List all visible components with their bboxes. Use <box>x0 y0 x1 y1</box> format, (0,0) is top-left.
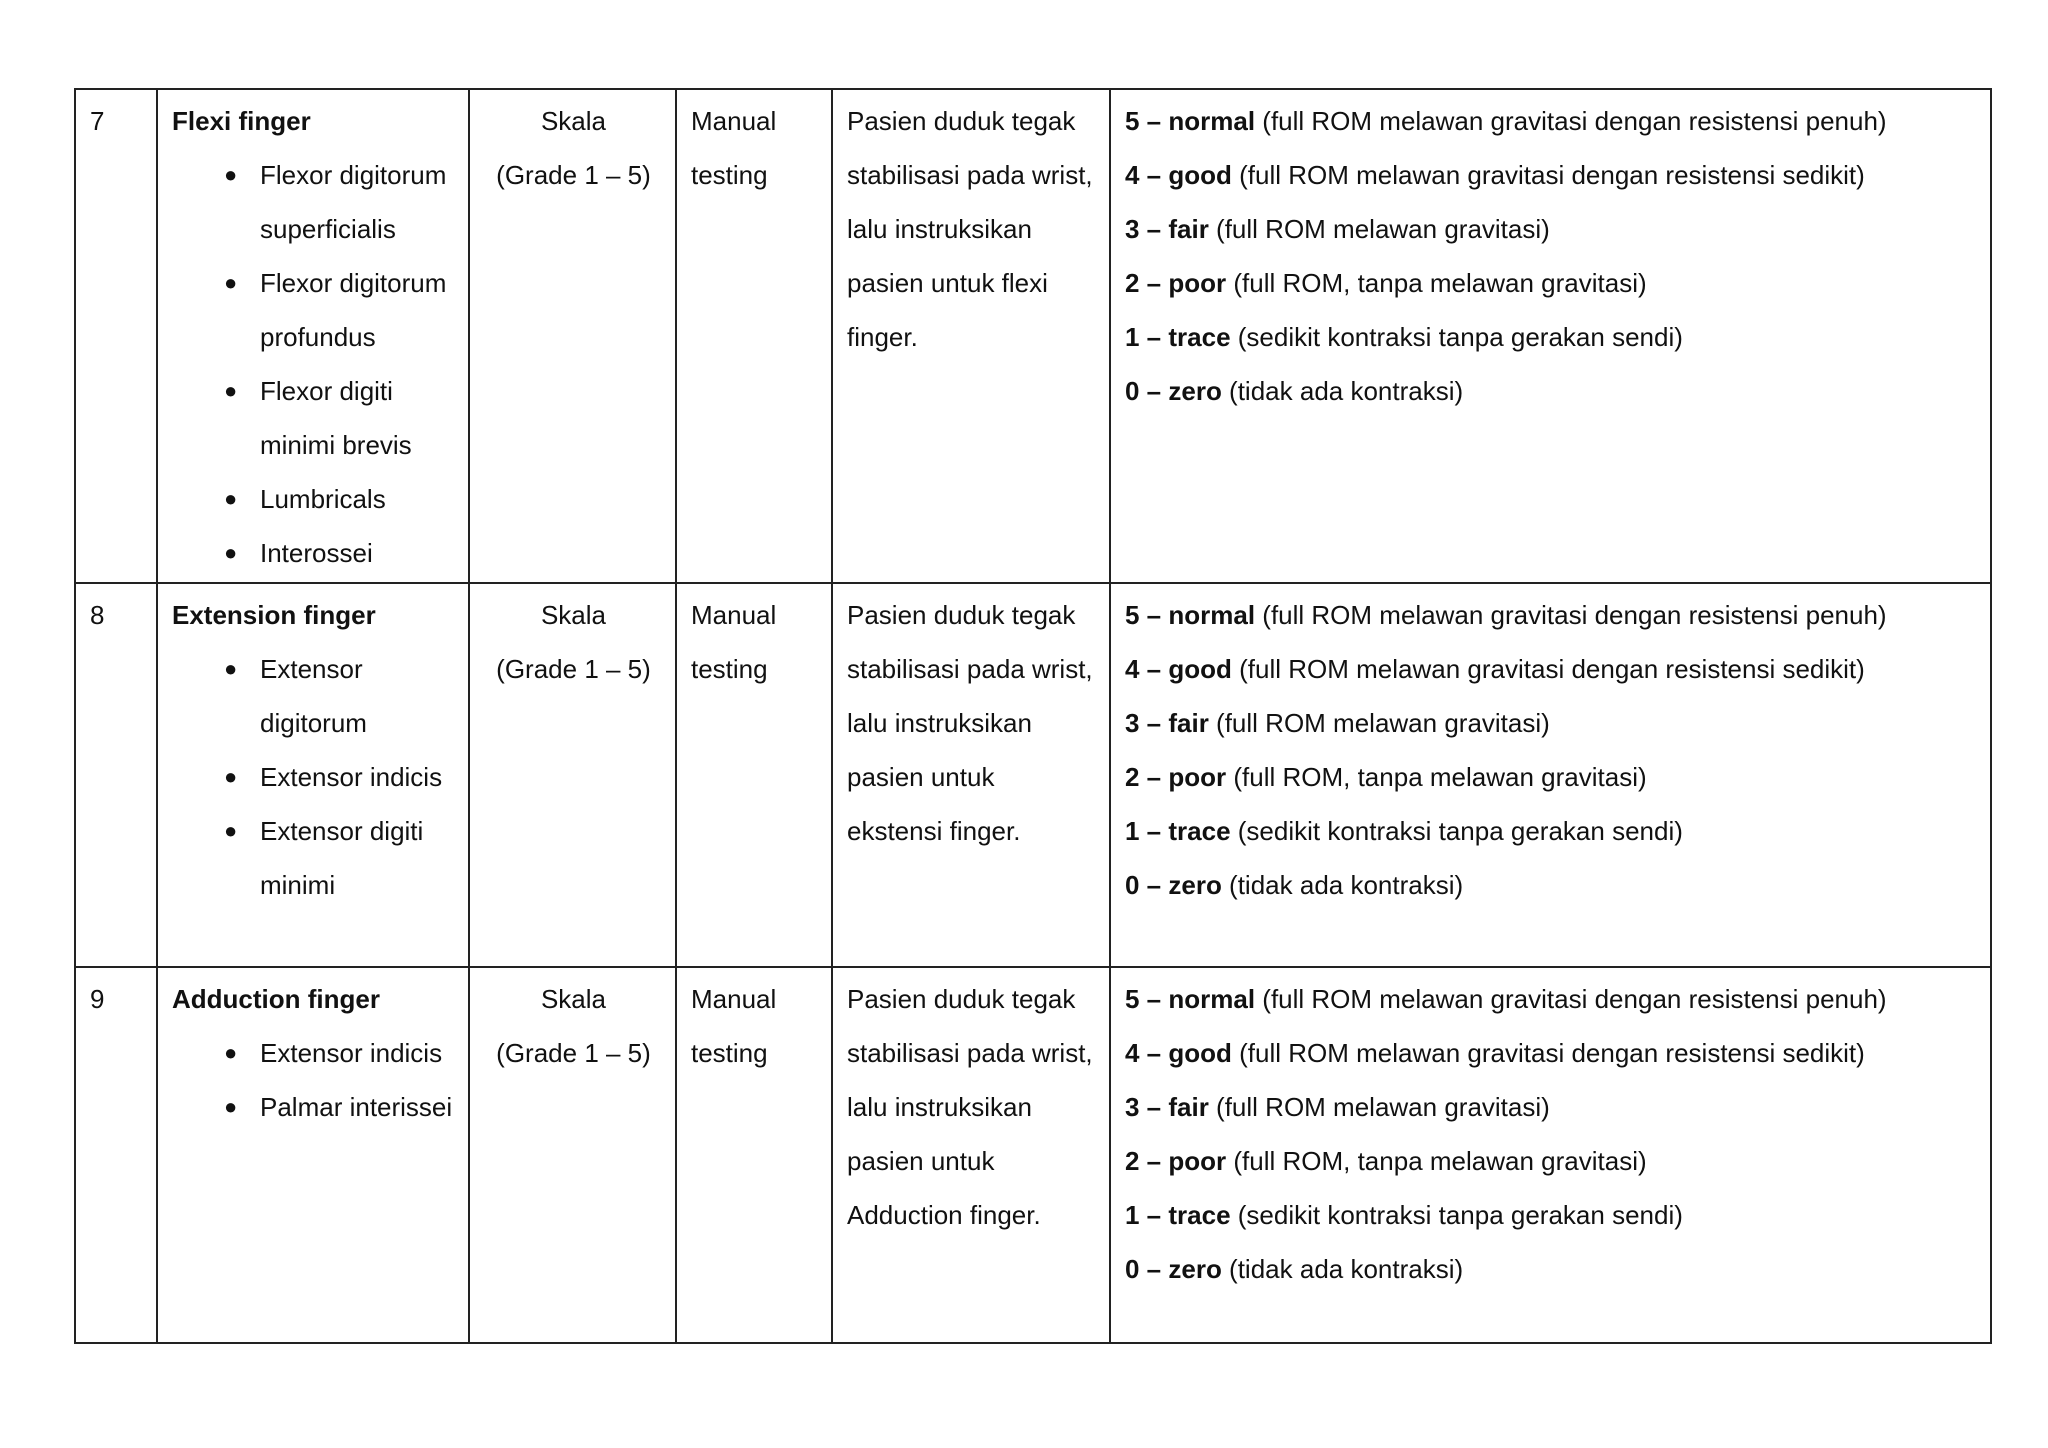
muscle-name: Palmar interissei <box>260 1092 453 1122</box>
row-number-cell <box>75 583 157 967</box>
bullet-icon: ● <box>224 764 238 789</box>
grade-desc: (full ROM melawan gravitasi dengan resistensi penuh) <box>1255 600 1887 630</box>
grade-desc: (sedikit kontraksi tanpa gerakan sendi) <box>1230 322 1683 352</box>
muscle-name: Extensor indicis <box>260 1038 443 1068</box>
grade-desc: (tidak ada kontraksi) <box>1221 870 1464 900</box>
method-cell <box>676 967 832 1343</box>
grade-key: 0 – zero <box>1125 870 1222 900</box>
grade-desc: (sedikit kontraksi tanpa gerakan sendi) <box>1230 1200 1683 1230</box>
list-item <box>172 750 456 804</box>
grades-cell <box>1110 583 1991 967</box>
muscle-name: Extensor indicis <box>260 762 443 792</box>
grade-line <box>1125 364 1978 418</box>
grade-desc: (sedikit kontraksi tanpa gerakan sendi) <box>1230 816 1683 846</box>
position-instructions: Pasien duduk tegak stabilisasi pada wrist, lalu instruksikan pasien untuk Adduction finger. <box>847 984 1093 1230</box>
grade-key: 5 – normal <box>1125 984 1256 1014</box>
grade-key: 0 – zero <box>1125 1254 1222 1284</box>
scale-cell <box>469 583 676 967</box>
position-instructions: Pasien duduk tegak stabilisasi pada wrist, lalu instruksikan pasien untuk flexi finger. <box>847 106 1093 352</box>
grade-line <box>1125 588 1978 642</box>
muscle-test-table <box>74 88 1992 1344</box>
grade-line <box>1125 750 1978 804</box>
muscle-list <box>172 642 456 912</box>
bullet-icon: ● <box>224 818 238 843</box>
scale-range: (Grade 1 – 5) <box>496 160 651 190</box>
grade-line <box>1125 94 1978 148</box>
grades-cell <box>1110 967 1991 1343</box>
bullet-icon: ● <box>224 656 238 681</box>
bullet-icon: ● <box>224 1040 238 1065</box>
grade-line <box>1125 202 1978 256</box>
grade-key: 1 – trace <box>1125 1200 1231 1230</box>
grade-line <box>1125 310 1978 364</box>
list-item <box>172 1026 456 1080</box>
grade-line <box>1125 1026 1978 1080</box>
grade-line <box>1125 148 1978 202</box>
grade-desc: (full ROM melawan gravitasi dengan resistensi penuh) <box>1255 984 1887 1014</box>
movement-title: Extension finger <box>172 600 376 630</box>
list-item <box>172 256 456 364</box>
grade-desc: (full ROM, tanpa melawan gravitasi) <box>1226 268 1647 298</box>
bullet-icon: ● <box>224 270 238 295</box>
grade-key: 1 – trace <box>1125 322 1231 352</box>
grade-key: 2 – poor <box>1125 1146 1227 1176</box>
grade-desc: (full ROM, tanpa melawan gravitasi) <box>1226 1146 1647 1176</box>
method-line-1: Manual <box>691 984 777 1014</box>
muscle-list <box>172 1026 456 1134</box>
grade-line <box>1125 804 1978 858</box>
grade-desc: (tidak ada kontraksi) <box>1221 376 1464 406</box>
grade-line <box>1125 696 1978 750</box>
grade-line <box>1125 1080 1978 1134</box>
list-item <box>172 148 456 256</box>
scale-label: Skala <box>540 984 607 1014</box>
position-cell <box>832 967 1110 1343</box>
list-item <box>172 472 456 526</box>
row-number-cell <box>75 967 157 1343</box>
grade-key: 4 – good <box>1125 1038 1232 1068</box>
table-row <box>75 967 1991 1343</box>
scale-cell <box>469 89 676 583</box>
list-item <box>172 804 456 912</box>
grade-desc: (full ROM melawan gravitasi dengan resistensi sedikit) <box>1231 654 1865 684</box>
muscle-cell <box>157 583 469 967</box>
method-cell <box>676 89 832 583</box>
scale-cell <box>469 967 676 1343</box>
bullet-icon: ● <box>224 1094 238 1119</box>
grade-line <box>1125 256 1978 310</box>
scale-range: (Grade 1 – 5) <box>496 1038 651 1068</box>
grade-key: 4 – good <box>1125 654 1232 684</box>
grade-key: 1 – trace <box>1125 816 1231 846</box>
grade-key: 3 – fair <box>1125 708 1209 738</box>
grade-line <box>1125 858 1978 912</box>
grades-cell <box>1110 89 1991 583</box>
position-cell <box>832 89 1110 583</box>
position-cell <box>832 583 1110 967</box>
scale-range: (Grade 1 – 5) <box>496 654 651 684</box>
method-line-1: Manual <box>691 106 777 136</box>
row-number-cell <box>75 89 157 583</box>
muscle-list <box>172 148 456 580</box>
position-instructions: Pasien duduk tegak stabilisasi pada wrist, lalu instruksikan pasien untuk ekstensi finger. <box>847 600 1093 846</box>
grade-desc: (full ROM melawan gravitasi) <box>1208 214 1550 244</box>
grade-key: 0 – zero <box>1125 376 1222 406</box>
muscle-name: Flexor digitorum profundus <box>260 268 447 352</box>
grade-desc: (full ROM melawan gravitasi) <box>1208 708 1550 738</box>
grade-key: 4 – good <box>1125 160 1232 190</box>
list-item <box>172 642 456 750</box>
grade-desc: (full ROM melawan gravitasi dengan resistensi penuh) <box>1255 106 1887 136</box>
list-item <box>172 526 456 580</box>
row-number: 7 <box>90 106 105 136</box>
bullet-icon: ● <box>224 162 238 187</box>
method-cell <box>676 583 832 967</box>
bullet-icon: ● <box>224 378 238 403</box>
method-line-2: testing <box>691 160 768 190</box>
grade-key: 2 – poor <box>1125 268 1227 298</box>
grade-desc: (tidak ada kontraksi) <box>1221 1254 1464 1284</box>
grade-key: 3 – fair <box>1125 214 1209 244</box>
grade-key: 5 – normal <box>1125 600 1256 630</box>
grade-line <box>1125 1188 1978 1242</box>
muscle-cell <box>157 967 469 1343</box>
grade-key: 2 – poor <box>1125 762 1227 792</box>
muscle-name: Flexor digitorum superficialis <box>260 160 447 244</box>
table-row <box>75 89 1991 583</box>
muscle-name: Flexor digiti minimi brevis <box>260 376 412 460</box>
grade-line <box>1125 1242 1978 1296</box>
method-line-2: testing <box>691 1038 768 1068</box>
muscle-name: Interossei <box>260 538 373 568</box>
table-row <box>75 583 1991 967</box>
muscle-cell <box>157 89 469 583</box>
grade-key: 3 – fair <box>1125 1092 1209 1122</box>
grade-line <box>1125 972 1978 1026</box>
grade-line <box>1125 642 1978 696</box>
muscle-name: Lumbricals <box>260 484 386 514</box>
scale-label: Skala <box>540 106 607 136</box>
grade-line <box>1125 1134 1978 1188</box>
grade-desc: (full ROM melawan gravitasi) <box>1208 1092 1550 1122</box>
method-line-1: Manual <box>691 600 777 630</box>
row-number: 8 <box>90 600 105 630</box>
row-number: 9 <box>90 984 105 1014</box>
method-line-2: testing <box>691 654 768 684</box>
muscle-name: Extensor digitorum <box>260 654 367 738</box>
bullet-icon: ● <box>224 486 238 511</box>
movement-title: Adduction finger <box>172 984 380 1014</box>
bullet-icon: ● <box>224 540 238 565</box>
scale-label: Skala <box>540 600 607 630</box>
grade-key: 5 – normal <box>1125 106 1256 136</box>
grade-desc: (full ROM melawan gravitasi dengan resistensi sedikit) <box>1231 1038 1865 1068</box>
grade-desc: (full ROM melawan gravitasi dengan resistensi sedikit) <box>1231 160 1865 190</box>
list-item <box>172 364 456 472</box>
movement-title: Flexi finger <box>172 106 311 136</box>
muscle-name: Extensor digiti minimi <box>260 816 424 900</box>
list-item <box>172 1080 456 1134</box>
grade-desc: (full ROM, tanpa melawan gravitasi) <box>1226 762 1647 792</box>
